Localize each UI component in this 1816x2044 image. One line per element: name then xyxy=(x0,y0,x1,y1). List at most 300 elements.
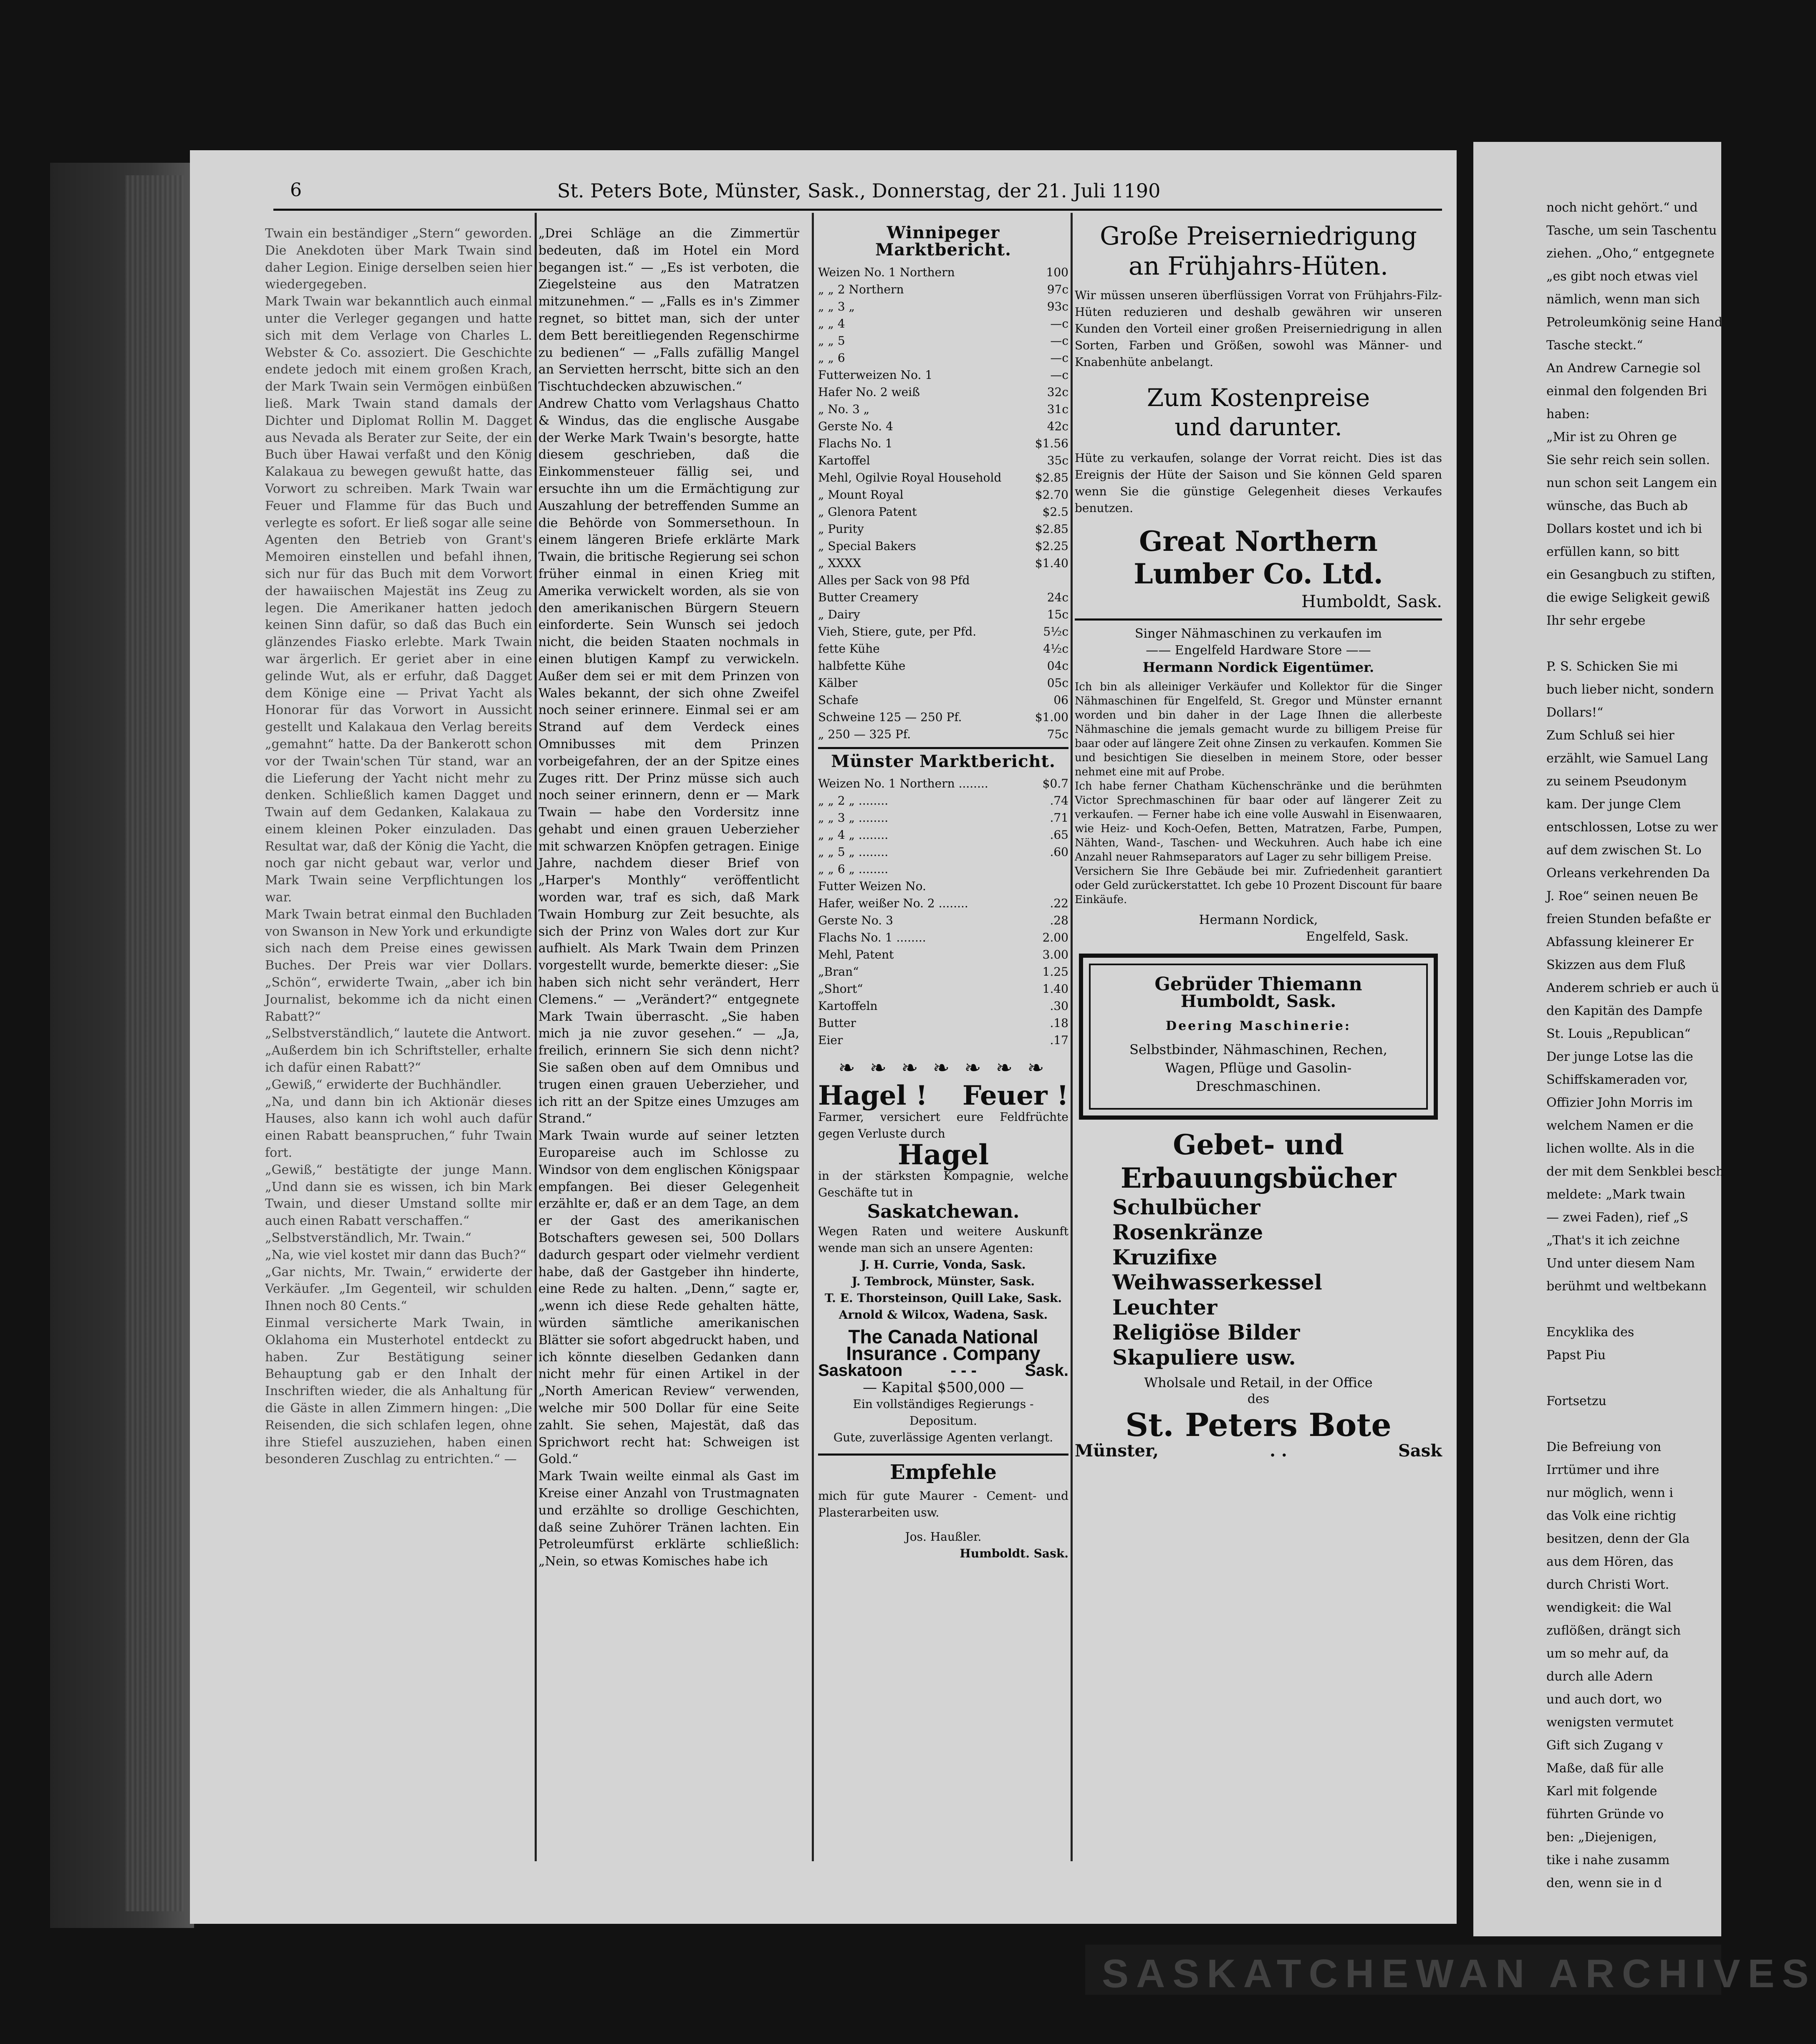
market-row-label: Hafer No. 2 weiß xyxy=(818,385,920,399)
market-row-label: „ „ 5 „ ........ xyxy=(818,845,889,859)
right-page-line: Skizzen aus dem Fluß xyxy=(1546,958,1686,972)
market-row-value: .71 xyxy=(1050,811,1068,825)
hats-body-2: Hüte zu verkaufen, solange der Vorrat reicht. Dies ist das Ereignis der Hüte der Saison und Sie können Geld sparen wenn Sie die günstige Gelegenheit dieses Verkaufes benutzen. xyxy=(1075,451,1442,515)
market-row-value: 4½c xyxy=(1043,641,1068,656)
market-row-value: $0.7 xyxy=(1042,777,1068,791)
thiemann-title: Gebrüder Thiemann xyxy=(1154,974,1362,995)
singer-body: Ich bin als alleiniger Verkäufer und Kollektor für die Singer Nähmaschinen für Engelfeld, St. Gregor und Münster ernannt worden und bin daher in der Lage Ihnen die allerbeste Nähmaschine die jemals gemacht wurde zu billigem Preise für baar oder auf längere Zeit ohne Zinsen zu verkaufen. Kommen Sie und besichtigen Sie dieselben in meinem Store, oder besser nehmet eine mit auf Probe. xyxy=(1075,681,1442,778)
right-page-line: erfüllen kann, so bitt xyxy=(1546,545,1680,559)
thiemann-subtitle: Deering Maschinerie: xyxy=(1166,1018,1351,1033)
article-paragraph: Mark Twain wurde auf seiner letzten Europareise auch im Schlosse zu Windsor von dem englischen Königspaar empfangen. Bei dieser Gelegenheit erzählte er, daß er an dem Tage, an dem er der Gast des amerikanischen Botschafters gewesen sei, 500 Dollars dadurch gespart oder vielmehr verdient habe, daß der Gastgeber ihn hinderte, eine Rede zu halten. „Denn,“ sagte er, „wenn ich diese Rede gehalten hätte, würden sämtliche amerikanischen Blätter sie sofort abgedruckt haben, und ich könnte dieselben Gedanken dann nicht mehr für einen Artikel in der „North American Review“ verwenden, welche mir 500 Dollar für eine Seite zahlt. Sie sehen, Majestät, daß das Sprichwort recht hat: Schweigen ist Gold.“ xyxy=(538,1128,799,1467)
article-paragraph: Mark Twain betrat einmal den Buchladen von Swanson in New York und erkundigte sich nach dem Preise eines gewissen Buches. Der Preis war vier Dollars. „Schön“, erwiderte Twain, „aber ich bin Journalist, bekomme ich da nicht einen Rabatt?“ xyxy=(265,907,532,1024)
market-row-label: halbfette Kühe xyxy=(818,659,906,673)
article-paragraph: „Selbstverständlich,“ lautete die Antwort. xyxy=(265,1026,531,1041)
article-paragraph: „Außerdem bin ich Schriftsteller, erhalte ich dafür einen Rabatt?“ xyxy=(265,1043,532,1075)
right-page-line: berühmt und weltbekann xyxy=(1546,1279,1707,1294)
market-row-label: Mehl, Patent xyxy=(818,948,894,962)
market-row-value: .65 xyxy=(1050,828,1068,842)
market-row-value: 5½c xyxy=(1043,624,1068,638)
market-row xyxy=(818,997,1068,1014)
agent-line: J. Tembrock, Münster, Sask. xyxy=(851,1274,1035,1288)
market-row-value: $2.25 xyxy=(1035,539,1068,553)
market-row-value: —c xyxy=(1050,333,1068,348)
market-row xyxy=(818,469,1068,486)
right-page-line: wenigsten vermutet xyxy=(1546,1715,1674,1730)
right-page-line: Zum Schluß sei hier xyxy=(1546,728,1675,743)
right-page xyxy=(1473,142,1724,1936)
market-row-label: „ Glenora Patent xyxy=(818,505,917,519)
market-row-label: „ „ 3 „ ........ xyxy=(818,811,889,825)
market-row xyxy=(818,332,1068,349)
market-row xyxy=(818,657,1068,674)
market-row-label: „Bran“ xyxy=(818,965,859,979)
insurance-city: Saskatoon xyxy=(818,1361,903,1380)
right-page-line: welchem Namen er die xyxy=(1546,1118,1694,1133)
right-page-line: P. S. Schicken Sie mi xyxy=(1546,659,1678,674)
hats-subtitle: Zum Kostenpreise xyxy=(1147,384,1370,412)
right-page-line: wünsche, das Buch ab xyxy=(1546,499,1688,513)
right-page-line: Dollars kostet und ich bi xyxy=(1546,522,1702,536)
market-row-label: „ Dairy xyxy=(818,607,860,621)
market-row-label: „ „ 4 xyxy=(818,316,845,331)
empfehle-title: Empfehle xyxy=(890,1460,997,1484)
market-row xyxy=(818,503,1068,520)
article-paragraph: „Drei Schläge an die Zimmertür bedeuten, daß im Hotel ein Mord begangen ist.“ — „Es ist verboten, die Ziegelsteine aus den Matratzen mitzunehmen.“ — „Falls es in's Zimmer regnet, so bittet man, sich der unter dem Bett bereitliegenden Regenschirme zu bedienen“ — „Falls zufällig Mangel an Servietten herrscht, bitte sich an den Tischtuchdecken abzuwischen.“ xyxy=(538,226,799,394)
market-row-label: Butter Creamery xyxy=(818,590,919,604)
books-item: Rosenkränze xyxy=(1112,1220,1263,1245)
market-row xyxy=(818,606,1068,623)
right-page-line: entschlossen, Lotse zu wer xyxy=(1546,820,1718,835)
market-row-label: Futterweizen No. 1 xyxy=(818,368,933,382)
singer-ad xyxy=(1075,626,1442,945)
market-row-label: Mehl, Ogilvie Royal Household xyxy=(818,470,1002,485)
market-row-value: —c xyxy=(1050,316,1068,331)
right-page-line: den, wenn sie in d xyxy=(1546,1876,1662,1890)
market-row-value: .60 xyxy=(1050,845,1068,859)
market-row-value: 3.00 xyxy=(1042,948,1068,962)
market-row-label: Eier xyxy=(818,1033,843,1047)
insurance-city-dashes: - - - xyxy=(950,1361,977,1380)
books-ad xyxy=(1075,1128,1442,1460)
right-page-line: Orleans verkehrenden Da xyxy=(1546,866,1710,881)
right-page-line: zu seinem Pseudonym xyxy=(1546,774,1687,789)
thiemann-place: Humboldt, Sask. xyxy=(1180,991,1336,1011)
right-page-line: Ihr sehr ergebe xyxy=(1546,613,1646,628)
lumber-company-name-2: Lumber Co. Ltd. xyxy=(1134,558,1383,590)
right-page-line: Offizier John Morris im xyxy=(1546,1095,1693,1110)
books-list xyxy=(1075,1195,1442,1370)
right-page-line: nun schon seit Langem ein xyxy=(1546,476,1717,490)
market-row-label: „ 250 — 325 Pf. xyxy=(818,727,911,741)
hagel-headline: Hagel ! xyxy=(818,1080,928,1112)
market-row-value: 93c xyxy=(1047,299,1068,313)
right-page-line: Sie sehr reich sein sollen. xyxy=(1546,453,1710,467)
right-page-line: lichen wollte. Als in die xyxy=(1546,1141,1695,1156)
right-page-line: „Mir ist zu Ohren ge xyxy=(1546,430,1677,444)
market-row-value: 1.40 xyxy=(1042,982,1068,996)
market-row-value: 05c xyxy=(1047,676,1068,690)
article-paragraph: „Na, wie viel kostet mir dann das Buch?“ xyxy=(265,1247,526,1262)
singer-line: Singer Nähmaschinen zu verkaufen im xyxy=(1135,626,1382,641)
market-row xyxy=(818,555,1068,572)
right-page-line: An Andrew Carnegie sol xyxy=(1546,361,1701,376)
market-row-value: 75c xyxy=(1047,727,1068,741)
market-row xyxy=(818,264,1068,281)
article-paragraph: „Gewiß,“ erwiderte der Buchhändler. xyxy=(265,1077,502,1092)
right-page-line: J. Roe“ seinen neuen Be xyxy=(1546,889,1698,903)
books-item: Skapuliere usw. xyxy=(1112,1345,1296,1370)
muenster-market-title: Münster Marktbericht. xyxy=(831,751,1056,771)
empfehle-place: Humboldt. Sask. xyxy=(960,1546,1068,1560)
page-edges xyxy=(125,175,184,1911)
market-row xyxy=(818,691,1068,709)
market-row xyxy=(818,1032,1068,1049)
hats-title-2: an Frühjahrs-Hüten. xyxy=(1128,252,1389,281)
right-page-line: nämlich, wenn man sich xyxy=(1546,292,1700,307)
hats-subtitle-2: und darunter. xyxy=(1174,413,1342,441)
market-row xyxy=(818,589,1068,606)
column-rule xyxy=(1071,213,1073,1861)
market-row-label: Butter xyxy=(818,1016,856,1030)
right-page-line: der mit dem Senkblei besch xyxy=(1546,1164,1724,1179)
market-row xyxy=(818,895,1068,912)
market-row-label: „ Purity xyxy=(818,522,864,536)
right-page-line: zuflößen, drängt sich xyxy=(1546,1623,1681,1638)
insurance-province: Sask. xyxy=(1025,1361,1068,1380)
singer-signature-place: Engelfeld, Sask. xyxy=(1306,929,1409,944)
market-row-label: fette Kühe xyxy=(818,641,880,656)
right-page-line: St. Louis „Republican“ xyxy=(1546,1027,1691,1041)
market-row-value: .30 xyxy=(1050,999,1068,1013)
singer-signature: Hermann Nordick, xyxy=(1199,913,1318,927)
market-row-value: .22 xyxy=(1050,896,1068,911)
right-page-line: Papst Piu xyxy=(1546,1348,1606,1363)
feuer-headline: Feuer ! xyxy=(962,1080,1068,1112)
right-page-line: den Kapitän des Dampfe xyxy=(1546,1004,1703,1018)
archive-label: SASKATCHEWAN ARCHIVES xyxy=(1102,1951,1816,1996)
hagel-feuer-ad xyxy=(818,1080,1068,1446)
books-footer xyxy=(1075,1443,1442,1460)
market-row-label: „ „ 2 „ ........ xyxy=(818,794,889,808)
market-row xyxy=(818,946,1068,963)
singer-body-3: Versichern Sie Ihre Gebäude bei mir. Zufriedenheit garantiert oder Geld zurückerstattet. Ich gebe 10 Prozent Discount für baare Einkäufe. xyxy=(1075,865,1442,906)
market-row xyxy=(818,826,1068,843)
right-page-line: durch Christi Wort. xyxy=(1546,1577,1670,1592)
article-column-2 xyxy=(538,225,799,1861)
insurance-capital: — Kapital $500,000 — xyxy=(863,1379,1024,1396)
market-row-label: Gerste No. 4 xyxy=(818,419,893,433)
right-page-line: aus dem Hören, das xyxy=(1546,1554,1674,1569)
market-row xyxy=(818,640,1068,657)
right-page-line: Anderem schrieb er auch ü xyxy=(1546,981,1719,995)
newspaper-page xyxy=(190,150,1457,1924)
market-row xyxy=(818,572,1068,589)
market-row-label: Weizen No. 1 Northern ........ xyxy=(818,777,988,791)
right-page-line: Der junge Lotse las die xyxy=(1546,1050,1693,1064)
market-row-label: Kälber xyxy=(818,676,858,690)
market-row xyxy=(818,980,1068,997)
right-page-line: um so mehr auf, da xyxy=(1546,1646,1669,1661)
market-row-label: „ „ 3 „ xyxy=(818,299,855,313)
market-row-label: Kartoffeln xyxy=(818,999,878,1013)
market-row-value: $1.40 xyxy=(1035,556,1068,570)
market-row xyxy=(818,384,1068,401)
article-paragraph: Twain ein beständiger „Stern“ geworden. Die Anekdoten über Mark Twain sind daher Legion. Einige derselben seien hier wiedergegeben. xyxy=(265,226,532,292)
singer-owner: Hermann Nordick Eigentümer. xyxy=(1142,659,1374,675)
market-row-value: 15c xyxy=(1047,607,1068,621)
section-rule xyxy=(818,1454,1068,1456)
right-page-line: tike i nahe zusamm xyxy=(1546,1853,1670,1867)
market-row xyxy=(818,537,1068,555)
right-page-line: auf dem zwischen St. Lo xyxy=(1546,843,1702,858)
market-row-label: „ „ 6 xyxy=(818,351,845,365)
market-row-label: „Short“ xyxy=(818,982,863,996)
right-page-line: erzählt, wie Samuel Lang xyxy=(1546,751,1708,766)
market-row xyxy=(818,709,1068,726)
right-page-line: und auch dort, wo xyxy=(1546,1692,1662,1707)
insurance-company-name-2: Insurance . Company xyxy=(846,1342,1041,1365)
right-page-line: nur möglich, wenn i xyxy=(1546,1486,1673,1500)
market-row xyxy=(818,912,1068,929)
market-row-value: 06 xyxy=(1053,693,1068,707)
thiemann-ad xyxy=(1079,954,1438,1120)
market-row-value: $2.5 xyxy=(1042,505,1068,519)
market-column xyxy=(818,221,1068,1562)
header-rule xyxy=(273,209,1442,211)
lumber-company-place: Humboldt, Sask. xyxy=(1301,592,1442,611)
section-rule xyxy=(818,747,1068,749)
right-page-line: haben: xyxy=(1546,407,1590,421)
right-page-line: — zwei Faden), rief „S xyxy=(1546,1210,1689,1225)
insurance-deposit: Ein vollständiges Regierungs - Depositum. xyxy=(853,1397,1034,1428)
advertisement-column xyxy=(1075,221,1442,1460)
market-row-label: „ „ 5 xyxy=(818,333,845,348)
hagel-agents-intro: Wegen Raten und weitere Auskunft wende man sich an unsere Agenten: xyxy=(818,1224,1068,1255)
section-rule xyxy=(1075,618,1442,621)
right-page-line: das Volk eine richtig xyxy=(1546,1509,1677,1523)
market-row-value: .17 xyxy=(1050,1033,1068,1047)
market-row-label: „ „ 2 Northern xyxy=(818,282,904,296)
right-page-line: kam. Der junge Clem xyxy=(1546,797,1681,812)
right-page-line: führten Gründe vo xyxy=(1546,1807,1664,1822)
market-row xyxy=(818,843,1068,860)
books-item: Weihwasserkessel xyxy=(1112,1270,1322,1295)
right-page-line: durch alle Adern xyxy=(1546,1669,1653,1684)
market-row xyxy=(818,298,1068,315)
right-page-line: buch lieber nicht, sondern xyxy=(1546,682,1714,697)
market-row xyxy=(818,435,1068,452)
books-paper-name: St. Peters Bote xyxy=(1125,1406,1392,1444)
market-row-value: —c xyxy=(1050,351,1068,365)
page-title: St. Peters Bote, Münster, Sask., Donnerstag, der 21. Juli 1190 xyxy=(557,179,1161,202)
column-rule xyxy=(812,213,814,1861)
market-row xyxy=(818,809,1068,826)
market-row-label: „ Special Bakers xyxy=(818,539,916,553)
singer-body-2: Ich habe ferner Chatham Küchenschränke und die berühmten Victor Sprechmaschinen für baar oder auf längerer Zeit zu verkaufen. — Ferner habe ich eine volle Auswahl in Eisenwaaren, wie Heiz- und Koch-Oefen, Betten, Matratzen, Farbe, Pumpen, Nähten, Wand-, Taschen- und Weckuhren. Auch habe ich eine Anzahl neuer Rahmseparators auf Lager zu sehr billigem Preise. xyxy=(1075,780,1442,863)
agent-line: J. H. Currie, Vonda, Sask. xyxy=(861,1257,1026,1272)
market-row-label: Futter Weizen No. xyxy=(818,879,926,893)
books-des: des xyxy=(1247,1392,1270,1407)
right-page-line: die ewige Seligkeit gewiß xyxy=(1546,590,1710,605)
books-title: Gebet- und xyxy=(1173,1128,1344,1161)
market-row-label: „ „ 6 „ ........ xyxy=(818,862,889,876)
right-page-line: Karl mit folgende xyxy=(1546,1784,1657,1799)
article-column-1 xyxy=(265,225,532,1861)
article-paragraph: „Selbstverständlich, Mr. Twain.“ xyxy=(265,1231,472,1246)
article-paragraph: Andrew Chatto vom Verlagshaus Chatto & Windus, das die englische Ausgabe der Werke Mark Twain's besorgte, hatte diesem geschrieben, daß die Einkommensteuer fällig sei, und ersuchte ihn um die Ermächtigung zur Auszahlung der betreffenden Summe an die Behörde von Sommersethoun. In einem längeren Briefe erklärte Mark Twain, die britische Regierung sei schon früher einmal in einen Krieg mit Amerika verwickelt worden, als sie von den amerikanischen Bürgern Steuern einforderte. Sein Wunsch sei jedoch nicht, die beiden Staaten nochmals in einen blutigen Kampf zu verwickeln. Außer dem sei er mit dem Prinzen von Wales bekannt, der sich ohne Zweifel noch seiner erinnere. Einmal sei er am Strand auf dem Verdeck eines Omnibusses mit dem Prinzen vorbeigefahren, der an der Spitze eines Zuges ritt. Der Prinz müsse sich auch noch seiner erinnern, denn er — Mark Twain — habe den Vordersitz inne gehabt und einen grauen Ueberzieher mit schwarzen Knöpfen getragen. Einige Jahre, nachdem dieser Brief von „Harper's Monthly“ veröffentlicht worden war, traf es sich, daß Mark Twain Homburg zur Zeit besuchte, als sich der Prinz von Wales dort zur Kur aufhielt. Als Mark Twain dem Prinzen vorgestellt wurde, bemerkte dieser: „Sie haben sich nicht sehr verändert, Herr Clemens.“ — „Verändert?“ entgegnete Mark Twain überrascht. „Sie haben mich ja nie zuvor gesehen.“ — „Ja, freilich, erinnern Sie sich denn nicht? Sie saßen oben auf dem Omnibus und trugen einen grauen Ueberzieher, und ich ritt an der Spitze eines Umzuges am Strand.“ xyxy=(538,396,799,1126)
insurance-city-row xyxy=(818,1362,1068,1379)
market-row xyxy=(818,520,1068,537)
market-row xyxy=(818,878,1068,895)
books-trade: Wholsale und Retail, in der Office xyxy=(1144,1375,1373,1391)
market-row-label: Vieh, Stiere, gute, per Pfd. xyxy=(818,624,977,638)
books-footer-right: Sask xyxy=(1398,1441,1442,1461)
market-row xyxy=(818,418,1068,435)
right-page-line: Maße, daß für alle xyxy=(1546,1761,1664,1776)
books-title-2: Erbauungsbücher xyxy=(1120,1162,1397,1195)
right-page-line: noch nicht gehört.“ und xyxy=(1546,200,1698,215)
market-row-label: „ Mount Royal xyxy=(818,487,904,502)
ornament-row: ❧ ❧ ❧ ❧ ❧ ❧ ❧ xyxy=(838,1056,1048,1080)
market-row-value: —c xyxy=(1050,368,1068,382)
right-page-line: Schiffskameraden vor, xyxy=(1546,1072,1688,1087)
market-row-value: $2.85 xyxy=(1035,470,1068,485)
market-row-value: $1.56 xyxy=(1035,436,1068,450)
market-row-label: Weizen No. 1 Northern xyxy=(818,265,955,279)
empfehle-body: mich für gute Maurer - Cement- und Plasterarbeiten usw. xyxy=(818,1489,1068,1519)
market-row-value: .28 xyxy=(1050,913,1068,928)
market-row xyxy=(818,860,1068,878)
right-page-line: Dollars!“ xyxy=(1546,705,1604,720)
hagel-intro: Farmer, versichert eure Feldfrüchte gegen Verluste durch xyxy=(818,1110,1068,1141)
market-row xyxy=(818,366,1068,384)
market-row-value: .18 xyxy=(1050,1016,1068,1030)
right-page-line: ben: „Diejenigen, xyxy=(1546,1830,1657,1845)
market-row-value: $2.70 xyxy=(1035,487,1068,502)
right-page-line: freien Stunden befaßte er xyxy=(1546,912,1711,926)
column-rule xyxy=(535,213,537,1861)
market-row xyxy=(818,401,1068,418)
books-footer-left: Münster, xyxy=(1075,1441,1159,1461)
market-row xyxy=(818,674,1068,691)
right-page-line: ein Gesangbuch zu stiften, xyxy=(1546,568,1716,582)
singer-store: —— Engelfeld Hardware Store —— xyxy=(1146,643,1371,658)
right-page-line: Tasche, um sein Taschentu xyxy=(1546,223,1717,238)
market-row-label: Gerste No. 3 xyxy=(818,913,893,928)
lumber-company-name: Great Northern xyxy=(1139,525,1378,558)
market-row-label: Schweine 125 — 250 Pf. xyxy=(818,710,962,724)
market-row-value: 100 xyxy=(1046,265,1068,279)
market-row-value: 04c xyxy=(1047,659,1068,673)
hats-body: Wir müssen unseren überflüssigen Vorrat von Frühjahrs-Filz-Hüten reduzieren und deshalb gewähren wir unseren Kunden den Vorteil einer großen Preiserniedrigung in allen Sorten, Farben und Größen, sowohl was Männer- und Knabenhüte anbelangt. xyxy=(1075,288,1442,369)
right-page-line: Irrtümer und ihre xyxy=(1546,1463,1659,1477)
thiemann-items: Selbstbinder, Nähmaschinen, Rechen, Wagen, Pflüge und Gasolin-Dreschmaschinen. xyxy=(1129,1042,1387,1095)
market-row-label: Alles per Sack von 98 Pfd xyxy=(818,573,970,587)
right-page-line: Tasche steckt.“ xyxy=(1546,338,1643,353)
market-row-label: Schafe xyxy=(818,693,859,707)
right-page-line: Die Befreiung von xyxy=(1546,1440,1662,1454)
market-row-label: Hafer, weißer No. 2 ........ xyxy=(818,896,968,911)
market-row-value: $2.85 xyxy=(1035,522,1068,536)
market-row-value: 42c xyxy=(1047,419,1068,433)
market-row-value: 35c xyxy=(1047,453,1068,467)
market-row-value: 32c xyxy=(1047,385,1068,399)
market-row-value: 1.25 xyxy=(1042,965,1068,979)
right-page-line: wendigkeit: die Wal xyxy=(1546,1600,1672,1615)
right-page-line: „That's it ich zeichne xyxy=(1546,1233,1680,1248)
article-paragraph: „Gar nichts, Mr. Twain,“ erwiderte der Verkäufer. „Im Gegenteil, wir schulden Ihnen noch 80 Cents.“ xyxy=(265,1264,532,1314)
right-page-line: einmal den folgenden Bri xyxy=(1546,384,1707,399)
market-row-value: .74 xyxy=(1050,794,1068,808)
right-page-line: Gift sich Zugang v xyxy=(1546,1738,1663,1753)
right-page-line: besitzen, denn der Gla xyxy=(1546,1532,1690,1546)
market-row-value: 2.00 xyxy=(1042,931,1068,945)
empfehle-name: Jos. Haußler. xyxy=(905,1529,982,1544)
market-row-label: „ No. 3 „ xyxy=(818,402,870,416)
right-page-line: Und unter diesem Nam xyxy=(1546,1256,1695,1271)
market-row xyxy=(818,726,1068,743)
page-header xyxy=(190,175,1457,217)
right-page-line: Abfassung kleinerer Er xyxy=(1546,935,1694,949)
agent-line: T. E. Thorsteinson, Quill Lake, Sask. xyxy=(824,1291,1062,1305)
right-page-line: ziehen. „Oho,“ entgegnete xyxy=(1546,246,1715,261)
market-row xyxy=(818,792,1068,809)
market-row xyxy=(818,349,1068,366)
article-paragraph: Mark Twain weilte einmal als Gast im Kreise einer Anzahl von Trustmagnaten und erzählte so drollige Geschichten, daß seine Zuhörer Tränen lachten. Ein Petroleumfürst erklärte schließlich: „Nein, so etwas Komisches habe ich xyxy=(538,1469,799,1569)
hats-title: Große Preiserniedrigung xyxy=(1100,222,1417,251)
winnipeg-market-title: Winnipeger Marktbericht. xyxy=(875,223,1011,260)
article-paragraph: „Na, und dann bin ich Aktionär dieses Hauses, also kann ich wohl auch dafür einen Rabatt beanspruchen,“ fuhr Twain fort. xyxy=(265,1094,532,1161)
market-row-value: 31c xyxy=(1047,402,1068,416)
hagel-mid: in der stärksten Kompagnie, welche Geschäfte tut in xyxy=(818,1168,1068,1199)
market-row xyxy=(818,963,1068,980)
right-page-line: meldete: „Mark twain xyxy=(1546,1187,1685,1202)
books-item: Kruzifixe xyxy=(1112,1245,1217,1270)
books-item: Schulbücher xyxy=(1112,1195,1260,1220)
right-page-line: Petroleumkönig seine Hand xyxy=(1546,315,1723,330)
hagel-province: Saskatchewan. xyxy=(867,1201,1020,1222)
insurance-agents-wanted: Gute, zuverlässige Agenten verlangt. xyxy=(833,1430,1053,1444)
market-row-label: „ XXXX xyxy=(818,556,861,570)
market-row xyxy=(818,315,1068,332)
right-page-line: „es gibt noch etwas viel xyxy=(1546,269,1698,284)
hagel-word: Hagel xyxy=(897,1138,989,1171)
market-row-value: $1.00 xyxy=(1035,710,1068,724)
muenster-market-table xyxy=(818,775,1068,1049)
insurance-company-name: The Canada National xyxy=(848,1325,1038,1348)
article-paragraph: Mark Twain war bekanntlich auch einmal unter die Verleger gegangen und hatte sich mit dem Verlage von Charles L. Webster & Co. assoziert. Die Geschichte endete jedoch mit einem großen Krach, der Mark Twain sein Vermögen einbüßen ließ. Mark Twain stand damals der Dichter und Diplomat Rollin M. Dagget aus Nevada als Berater zur Seite, der ein Buch über Hawai verfaßt und den König Kalakaua zu bewegen gewußt hatte, das Vorwort zu schreiben. Mark Twain war Feuer und Flamme für das Buch und verlegte es sofort. Er ließ sogar alle seine Agenten den Betrieb von Grant's Memoiren einstellen und befahl ihnen, sich nur für das Buch mit dem Vorwort der hawaiischen Majestät ins Zeug zu legen. Die Amerikaner hatten jedoch keinen Sinn dafür, so daß das Buch ein glänzendes Fiasko erlebte. Mark Twain war ärgerlich. Er geriet aber in eine gelinde Wut, als er erfuhr, daß Dagget dem Könige eine — Privat Yacht als Honorar für das Vorwort in Aussicht gestellt und Kalakaua den Verlag bereits „gemahnt“ hatte. Da der Bankerott schon vor der Twain'schen Tür stand, war an die Lieferung der Yacht nicht mehr zu denken. Schließlich kamen Dagget und Twain auf dem Gedanken, Kalakaua zu einem kleinen Poker einzuladen. Das Resultat war, daß der König die Yacht, die noch gar nicht gebaut war, verlor und Mark Twain seine Verpflichtungen los war. xyxy=(265,294,532,905)
books-item: Leuchter xyxy=(1112,1295,1217,1320)
market-row-label: Flachs No. 1 xyxy=(818,436,893,450)
market-row xyxy=(818,452,1068,469)
books-item: Religiöse Bilder xyxy=(1112,1320,1300,1345)
books-footer-dots: . . xyxy=(1270,1441,1287,1461)
market-row xyxy=(818,1014,1068,1032)
market-row-label: Flachs No. 1 ........ xyxy=(818,931,926,945)
right-page-line: Fortsetzu xyxy=(1546,1394,1606,1408)
empfehle-ad xyxy=(818,1460,1068,1562)
page-number: 6 xyxy=(290,179,302,201)
article-paragraph: Einmal versicherte Mark Twain, in Oklahoma ein Musterhotel entdeckt zu haben. Zur Bestätigung seiner Behauptung gab er den Inhalt der Inschriften wieder, die als Anhaltung für die Gäste in allen Zimmern hingen: „Die Reisenden, die sich schlafen legen, ohne ihre Stiefel auszuziehen, haben einen besonderen Zuschlag zu entrichten.“ — xyxy=(265,1316,532,1467)
market-row-value: 24c xyxy=(1047,590,1068,604)
market-row-label: „ „ 4 „ ........ xyxy=(818,828,889,842)
hats-ad xyxy=(1075,221,1442,613)
market-row xyxy=(818,929,1068,946)
market-row-value: 97c xyxy=(1047,282,1068,296)
article-paragraph: „Gewiß,“ bestätigte der junge Mann. „Und dann sie es wissen, ich bin Mark Twain, und dieser Umstand sollte mir auch einen Rabatt verschaffen.“ xyxy=(265,1162,532,1229)
market-row xyxy=(818,775,1068,792)
market-row xyxy=(818,486,1068,503)
